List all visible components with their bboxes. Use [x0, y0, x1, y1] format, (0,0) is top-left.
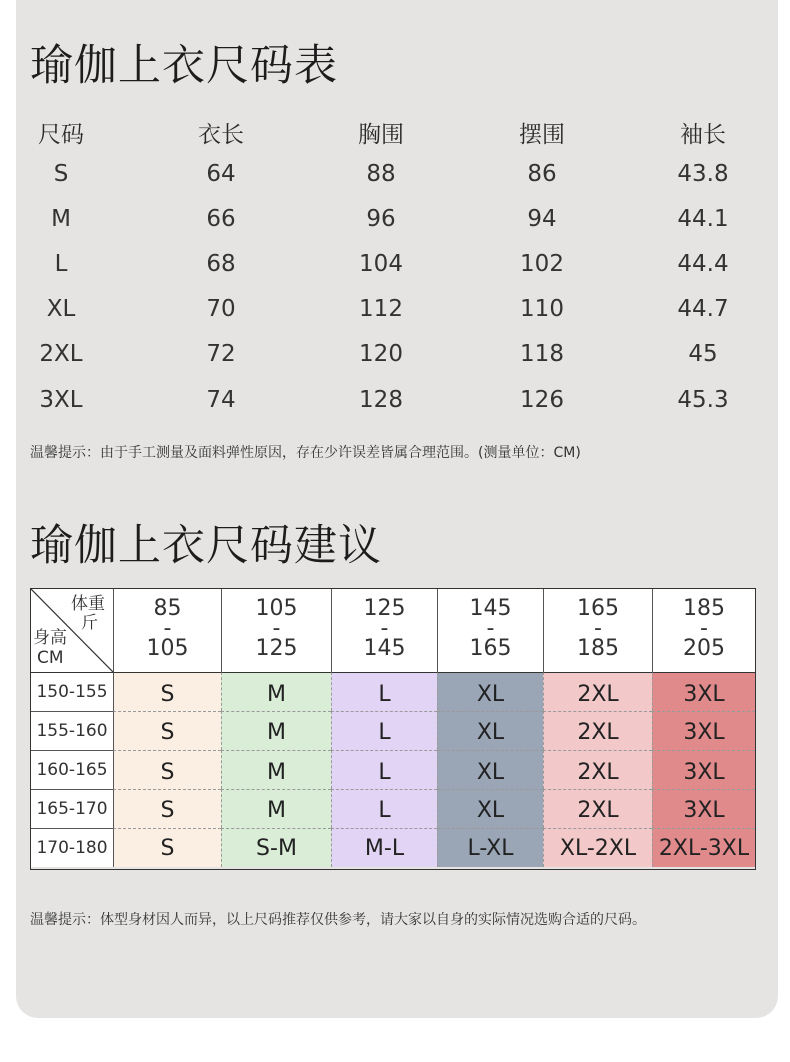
- range-max: 165: [469, 636, 512, 661]
- height-range-label: 165-170: [31, 789, 113, 828]
- size-recommendation-cell: XL-2XL: [543, 828, 652, 867]
- size-recommendation-cell: M: [221, 672, 331, 711]
- size-chart-row: [0, 161, 790, 191]
- corner-weight-label: 体重: [71, 594, 105, 614]
- size-recommendation-cell: S: [113, 828, 221, 867]
- weight-range-header: [221, 589, 331, 672]
- size-chart-cell: M: [51, 206, 71, 232]
- range-dash: -: [163, 616, 172, 641]
- size-recommendation-cell: 2XL-3XL: [652, 828, 755, 867]
- size-chart-row: [0, 296, 790, 326]
- size-chart-cell: 128: [359, 387, 403, 413]
- size-chart-cell: 45.3: [677, 387, 729, 413]
- size-recommendation-cell: 3XL: [652, 750, 755, 789]
- size-recommendation-cell: XL: [437, 789, 543, 828]
- size-chart-cell: 2XL: [39, 341, 83, 367]
- size-chart-cell: 68: [206, 251, 236, 277]
- size-chart-title: 瑜伽上衣尺码表: [30, 41, 338, 91]
- corner-weight-unit: 斤: [81, 613, 98, 633]
- size-chart-cell: 118: [520, 341, 564, 367]
- size-chart-row: [0, 387, 790, 417]
- height-range-label: 170-180: [31, 828, 113, 867]
- size-recommendation-grid: [30, 588, 756, 870]
- size-chart-cell: 44.1: [677, 206, 729, 232]
- size-recommendation-cell: XL: [437, 672, 543, 711]
- size-chart-cell: XL: [46, 296, 76, 322]
- size-recommendation-cell: 2XL: [543, 750, 652, 789]
- size-recommendation-cell: 2XL: [543, 789, 652, 828]
- size-chart-cell: 112: [359, 296, 403, 322]
- size-recommendation-cell: L: [331, 711, 437, 750]
- size-recommendation-cell: 3XL: [652, 672, 755, 711]
- range-max: 125: [255, 636, 298, 661]
- size-chart-cell: 120: [359, 341, 403, 367]
- size-recommendation-cell: L-XL: [437, 828, 543, 867]
- range-dash: -: [380, 616, 389, 641]
- size-recommendation-cell: 2XL: [543, 672, 652, 711]
- range-dash: -: [700, 616, 708, 641]
- range-min: 185: [683, 596, 725, 621]
- size-recommendation-cell: 2XL: [543, 711, 652, 750]
- range-max: 145: [363, 636, 406, 661]
- size-recommendation-cell: L: [331, 750, 437, 789]
- size-chart-cell: S: [53, 161, 69, 187]
- size-chart-cell: 102: [520, 251, 564, 277]
- size-recommendation-cell: M: [221, 789, 331, 828]
- range-min: 125: [363, 596, 406, 621]
- recommendation-title: 瑜伽上衣尺码建议: [30, 521, 382, 571]
- size-chart-cell: 74: [206, 387, 236, 413]
- size-recommendation-cell: 3XL: [652, 711, 755, 750]
- size-chart-cell: 94: [527, 206, 557, 232]
- size-recommendation-cell: S: [113, 789, 221, 828]
- size-recommendation-cell: 3XL: [652, 789, 755, 828]
- recommendation-note: 温馨提示：体型身材因人而异，以上尺码推荐仅供参考，请大家以自身的实际情况选购合适的尺码。: [30, 912, 646, 928]
- weight-range-header: [113, 589, 221, 672]
- height-range-label: 150-155: [31, 672, 113, 711]
- size-chart-note: 温馨提示：由于手工测量及面料弹性原因，存在少许误差皆属合理范围。(测量单位：CM): [30, 445, 581, 461]
- size-chart-header-cell: 袖长: [680, 122, 726, 148]
- size-chart-cell: 88: [366, 161, 396, 187]
- size-chart-header-cell: 摆围: [519, 122, 565, 148]
- size-recommendation-cell: S: [113, 750, 221, 789]
- size-recommendation-cell: L: [331, 672, 437, 711]
- size-recommendation-cell: L: [331, 789, 437, 828]
- size-recommendation-cell: S: [113, 672, 221, 711]
- range-dash: -: [272, 616, 281, 641]
- range-min: 145: [469, 596, 512, 621]
- size-recommendation-cell: M: [221, 750, 331, 789]
- size-chart-cell: 72: [206, 341, 236, 367]
- weight-range-header: [652, 589, 755, 672]
- grid-corner-header: [31, 589, 113, 672]
- size-recommendation-cell: M: [221, 711, 331, 750]
- size-chart-row: [0, 206, 790, 236]
- range-dash: -: [594, 616, 602, 641]
- range-max: 105: [146, 636, 189, 661]
- size-chart-header-cell: 尺码: [38, 122, 84, 148]
- height-range-label: 155-160: [31, 711, 113, 750]
- size-chart-cell: 44.4: [677, 251, 729, 277]
- weight-range-header: [437, 589, 543, 672]
- size-chart-header-row: [0, 116, 790, 146]
- size-chart-cell: 64: [206, 161, 236, 187]
- size-chart-cell: 70: [206, 296, 236, 322]
- size-chart-row: [0, 251, 790, 281]
- size-chart-header-cell: 胸围: [358, 122, 404, 148]
- size-chart-cell: 126: [520, 387, 564, 413]
- height-range-label: 160-165: [31, 750, 113, 789]
- weight-range-header: [543, 589, 652, 672]
- size-chart-cell: 66: [206, 206, 236, 232]
- size-chart-cell: L: [54, 251, 68, 277]
- range-max: 185: [577, 636, 619, 661]
- size-chart-cell: 104: [359, 251, 403, 277]
- range-min: 165: [577, 596, 619, 621]
- corner-height-label: 身高: [33, 628, 67, 648]
- range-max: 205: [683, 636, 725, 661]
- size-chart-header-cell: 衣长: [198, 122, 244, 148]
- size-recommendation-cell: M-L: [331, 828, 437, 867]
- range-dash: -: [486, 616, 495, 641]
- size-chart-cell: 44.7: [677, 296, 729, 322]
- size-recommendation-cell: XL: [437, 711, 543, 750]
- weight-range-header: [331, 589, 437, 672]
- size-chart-row: [0, 341, 790, 371]
- range-min: 105: [255, 596, 298, 621]
- size-chart-cell: 45: [688, 341, 718, 367]
- size-recommendation-cell: XL: [437, 750, 543, 789]
- corner-height-unit: CM: [37, 648, 64, 668]
- size-chart-cell: 3XL: [39, 387, 83, 413]
- size-chart-cell: 110: [520, 296, 564, 322]
- size-chart-cell: 96: [366, 206, 396, 232]
- size-recommendation-cell: S-M: [221, 828, 331, 867]
- size-chart-cell: 43.8: [677, 161, 729, 187]
- size-recommendation-cell: S: [113, 711, 221, 750]
- size-chart-cell: 86: [527, 161, 557, 187]
- range-min: 85: [153, 596, 182, 621]
